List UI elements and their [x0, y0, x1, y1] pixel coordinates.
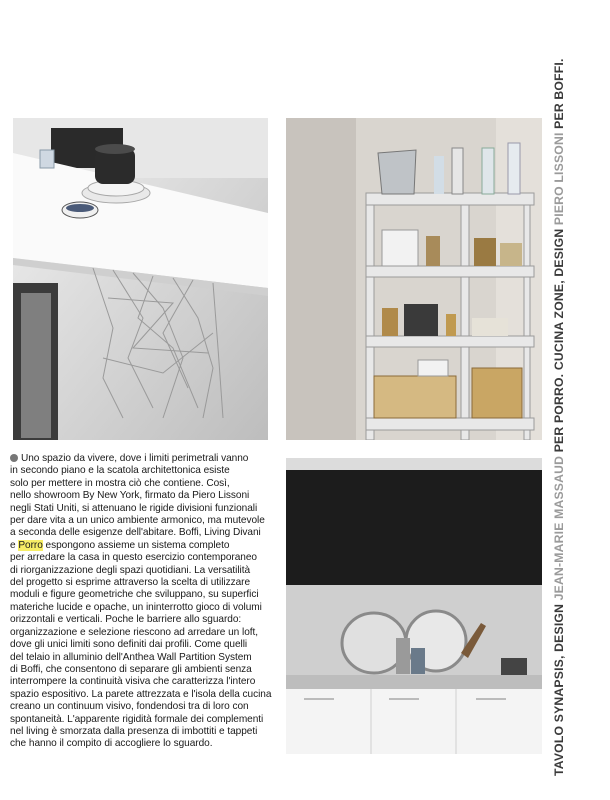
line: nel living è smorzata dalla presenza di imbottiti e tappeti: [10, 725, 258, 737]
line: nello showroom By New York, firmato da Piero Lissoni: [10, 490, 250, 502]
caption-part: PER PORRO. CUCINA ZONE, DESIGN: [552, 225, 566, 456]
line: dove gli unici limiti sono definiti dai profili. Come quelli: [10, 639, 248, 651]
photo-synapsis-table: [13, 118, 268, 440]
line: e: [10, 539, 19, 551]
line: a seconda delle esigenze dell'abitare. Boffi, Living Divani: [10, 527, 261, 539]
line: di Boffi, che consentono di separare gli ambienti senza: [10, 663, 252, 675]
line: creano un continuum visivo, fondendosi tra di loro con: [10, 701, 249, 713]
line: per dare vita a un unico ambiente armonico, ma mutevole: [10, 515, 265, 527]
bullet-icon: [10, 454, 18, 462]
photo-caption: [552, 58, 566, 776]
highlighted-word-porro: Porro: [18, 539, 43, 551]
line: che hanno il compito di accogliere lo sguardo.: [10, 738, 213, 750]
caption-part: TAVOLO SYNAPSIS, DESIGN: [552, 600, 566, 776]
line: interrompere la continuità visiva che caratterizza l'intero: [10, 676, 256, 688]
line: del telaio in alluminio dell'Anthea Wall Partition System: [10, 651, 252, 663]
line: Uno spazio da vivere, dove i limiti perimetrali vanno: [21, 453, 249, 464]
kitchen-illustration: [286, 458, 542, 754]
line: organizzazione e selezione riescono ad arredare un loft,: [10, 626, 259, 638]
caption-part-designer: JEAN-MARIE MASSAUD: [552, 455, 566, 601]
article-paragraph: [10, 453, 278, 751]
line: negli Stati Uniti, si attenuano le rigide divisioni funzionali: [10, 502, 258, 514]
line: per arredare la casa in questo esercizio contemporaneo: [10, 552, 257, 564]
line: solo per mettere in mostra ciò che contiene. Così,: [10, 477, 230, 489]
line: moduli e figure geometriche che sviluppano, su superfici: [10, 589, 259, 601]
line: espongono assieme un sistema completo: [42, 539, 230, 551]
photo-kitchen-zone: [286, 458, 542, 754]
line: spazio espositivo. La parete attrezzata e l'isola della cucina: [10, 688, 272, 700]
table-illustration: [13, 118, 268, 440]
shelf-illustration: [286, 118, 542, 440]
line: del progetto si esprime attraverso la scelta di utilizzare: [10, 577, 251, 589]
line: in secondo piano e la scatola architettonica esiste: [10, 465, 230, 477]
photo-shelving-unit: [286, 118, 542, 440]
line: spontaneità. L'apparente rigidità formale dei complementi: [10, 713, 264, 725]
line: orizzontali e verticali. Poche le barriere allo sguardo:: [10, 614, 242, 626]
line: di riorganizzazione degli spazi quotidiani. La versatilità: [10, 564, 251, 576]
caption-part-designer: PIERO LISSONI: [552, 132, 566, 226]
line: materiche lucide e opache, un ininterrotto gioco di volumi: [10, 601, 262, 613]
caption-part: PER BOFFI.: [552, 58, 566, 133]
